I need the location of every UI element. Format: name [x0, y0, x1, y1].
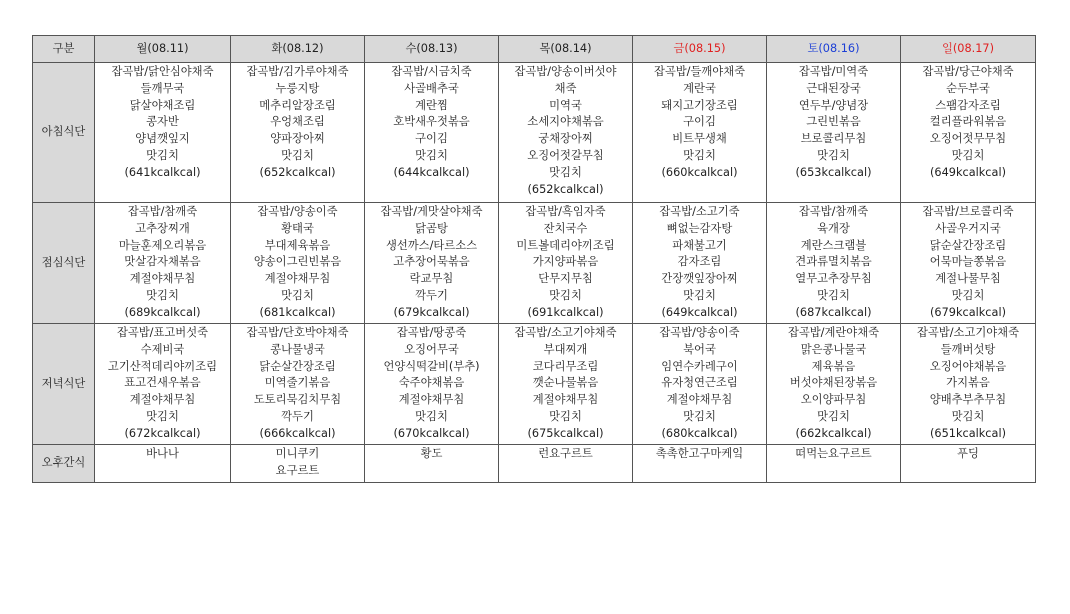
menu-item: 표고건새우볶음	[124, 376, 201, 390]
menu-item: 깍두기	[281, 409, 314, 423]
menu-item: 메추리알장조림	[259, 98, 336, 112]
day-header: 일(08.17)	[901, 36, 1036, 63]
menu-item: 잡곡밥/미역죽	[798, 65, 869, 78]
menu-item: 소세지야채볶음	[527, 115, 604, 129]
menu-cell	[95, 63, 231, 203]
menu-item: 뼈없는감자탕	[666, 221, 733, 235]
menu-item: (680kcalkcal)	[661, 426, 738, 440]
menu-item: 잔치국수	[543, 221, 588, 235]
menu-item: (653kcalkcal)	[795, 165, 872, 179]
menu-item: 잡곡밥/계란야채죽	[787, 326, 880, 339]
meal-row-label: 오후간식	[33, 445, 95, 483]
menu-item: (649kcalkcal)	[929, 165, 1006, 179]
menu-cell	[365, 203, 499, 324]
day-header: 토(08.16)	[767, 36, 901, 63]
breakfast-row	[33, 63, 1036, 203]
weekly-menu-sheet	[32, 35, 1036, 483]
menu-item: 제육볶음	[811, 359, 856, 373]
menu-item: (670kcalkcal)	[393, 426, 470, 440]
menu-item: 계절야채무침	[129, 393, 196, 407]
menu-item: 맛김치	[951, 148, 985, 162]
menu-item: 마늘훈제오리볶음	[118, 238, 207, 252]
menu-item: 가지양파볶음	[532, 255, 599, 269]
menu-item: 궁채장아찌	[538, 132, 593, 146]
menu-item: (662kcalkcal)	[795, 426, 872, 440]
menu-item: 맛김치	[146, 409, 179, 423]
menu-item: 푸딩	[957, 447, 979, 460]
menu-item: (675kcalkcal)	[527, 426, 604, 440]
menu-cell	[231, 324, 365, 445]
meal-row-label: 저녁식단	[33, 324, 95, 445]
menu-cell	[365, 445, 499, 483]
menu-item: 닭순살간장조림	[929, 238, 1007, 252]
menu-item: 잡곡밥/당근야채죽	[922, 65, 1014, 78]
menu-item: 황도	[420, 447, 443, 460]
menu-cell	[499, 63, 633, 203]
menu-item: 계절야채무침	[129, 272, 196, 286]
menu-item: 잡곡밥/참깨죽	[127, 205, 198, 218]
menu-item: 파채불고기	[672, 238, 727, 252]
menu-cell	[499, 324, 633, 445]
menu-item: 언양식떡갈비(부추)	[383, 359, 480, 373]
menu-item: 들깨무국	[140, 81, 185, 95]
menu-item: 잡곡밥/들깨야채죽	[653, 65, 746, 78]
menu-item: 오징어젓무무침	[929, 132, 1007, 146]
menu-item: 계절나물무침	[935, 272, 1001, 286]
menu-item: 임연수카레구이	[661, 359, 738, 373]
menu-item: 근대된장국	[806, 81, 861, 95]
menu-item: 그린빈볶음	[806, 115, 861, 129]
day-header: 수(08.13)	[365, 36, 499, 63]
menu-item: 도토리묵김치무침	[253, 393, 342, 407]
menu-item: 잡곡밥/브로콜리죽	[922, 205, 1014, 218]
menu-item: 떠먹는요구르트	[795, 447, 872, 460]
menu-item: (679kcalkcal)	[393, 305, 470, 319]
menu-item: 숙주야채볶음	[398, 376, 465, 390]
menu-item: 사골배추국	[404, 81, 459, 95]
menu-item: 맛김치	[549, 409, 582, 423]
menu-cell	[633, 63, 767, 203]
menu-item: 맛김치	[146, 288, 179, 302]
menu-item: 잡곡밥/소고기야채죽	[514, 326, 617, 339]
menu-cell	[633, 324, 767, 445]
menu-item: 버섯야채된장볶음	[789, 376, 878, 390]
menu-item: 들깨버섯탕	[940, 342, 996, 356]
menu-cell	[633, 445, 767, 483]
menu-cell	[633, 203, 767, 324]
menu-cell	[231, 203, 365, 324]
header-row	[33, 36, 1036, 63]
menu-item: 미트볼데리야끼조림	[516, 238, 615, 252]
menu-item: 닭살야채조림	[129, 98, 196, 112]
weekly-meal-table	[32, 35, 1036, 483]
menu-item: 미역국	[549, 98, 582, 112]
menu-item: 잡곡밥/양송이버섯야	[514, 65, 617, 78]
menu-cell	[767, 445, 901, 483]
menu-item: 채죽	[554, 81, 577, 95]
menu-item: 유자청연근조림	[661, 376, 738, 390]
menu-item: (687kcalkcal)	[795, 305, 872, 319]
menu-item: 사골우거지국	[935, 221, 1001, 235]
menu-item: 깻순나물볶음	[532, 376, 599, 390]
menu-item: 양념깻잎지	[135, 132, 190, 146]
menu-item: 잡곡밥/표고버섯죽	[116, 326, 209, 339]
menu-item: (679kcalkcal)	[929, 305, 1006, 319]
menu-item: 촉촉한고구마케잌	[655, 447, 744, 460]
dinner-row	[33, 324, 1036, 445]
menu-item: 맛김치	[549, 165, 582, 179]
menu-item: 잡곡밥/참깨죽	[798, 205, 869, 218]
menu-cell	[95, 445, 231, 483]
menu-item: (652kcalkcal)	[527, 182, 604, 196]
menu-item: 단무지무침	[538, 272, 593, 286]
menu-item: 부대제육볶음	[264, 238, 331, 252]
day-header: 월(08.11)	[95, 36, 231, 63]
menu-item: 맛김치	[683, 409, 716, 423]
menu-item: 생선까스/타르소스	[385, 238, 478, 252]
menu-item: 고기산적데리야끼조림	[107, 359, 218, 373]
menu-item: (660kcalkcal)	[661, 165, 738, 179]
menu-cell	[231, 63, 365, 203]
menu-item: 양송이그린빈볶음	[253, 255, 342, 269]
menu-item: (681kcalkcal)	[259, 305, 336, 319]
day-header: 목(08.14)	[499, 36, 633, 63]
menu-item: (649kcalkcal)	[661, 305, 738, 319]
menu-item: 잡곡밥/김가루야채죽	[246, 65, 349, 78]
menu-item: 육개장	[817, 221, 850, 235]
menu-item: 맛김치	[951, 409, 985, 423]
menu-item: 맛김치	[683, 148, 716, 162]
menu-item: 오이양파무침	[800, 393, 867, 407]
menu-item: 잡곡밥/양송이죽	[257, 205, 338, 218]
menu-item: 잡곡밥/땅콩죽	[396, 326, 467, 339]
menu-cell	[499, 445, 633, 483]
menu-item: 콩자반	[146, 115, 179, 129]
menu-item: 계절야채무침	[398, 393, 465, 407]
menu-item: 잡곡밥/소고기야채죽	[916, 326, 1020, 339]
menu-item: 가지볶음	[946, 376, 990, 390]
menu-cell	[767, 324, 901, 445]
menu-item: 맛김치	[549, 288, 582, 302]
menu-item: 열무고추장무침	[795, 272, 872, 286]
lunch-row	[33, 203, 1036, 324]
menu-item: 견과류멸치볶음	[795, 255, 872, 269]
menu-item: 계란찜	[415, 98, 448, 112]
menu-cell	[365, 63, 499, 203]
menu-item: 우엉채조림	[270, 115, 325, 129]
menu-item: (652kcalkcal)	[259, 165, 336, 179]
day-header: 화(08.12)	[231, 36, 365, 63]
menu-item: 맛김치	[281, 288, 314, 302]
menu-item: 황태국	[281, 221, 314, 235]
menu-item: 닭곰탕	[415, 221, 448, 235]
menu-item: 오징어젓갈무침	[527, 148, 604, 162]
menu-cell	[95, 324, 231, 445]
menu-cell	[95, 203, 231, 324]
menu-item: 구이김	[683, 115, 716, 129]
menu-item: 연두부/양념장	[798, 98, 869, 112]
menu-item: 고추장찌개	[135, 221, 190, 235]
menu-item: 누룽지탕	[275, 81, 320, 95]
menu-item: 순두부국	[946, 81, 990, 95]
menu-cell	[901, 203, 1036, 324]
menu-item: 잡곡밥/소고기죽	[659, 205, 740, 218]
menu-item: 닭순살간장조림	[259, 359, 336, 373]
menu-item: (666kcalkcal)	[259, 426, 336, 440]
menu-item: 잡곡밥/닭안심야채죽	[111, 65, 214, 78]
menu-item: 부대찌개	[543, 342, 588, 356]
corner-header: 구분	[33, 36, 95, 63]
menu-item: 컬리플라워볶음	[929, 115, 1007, 129]
menu-item: (641kcalkcal)	[124, 165, 201, 179]
menu-cell	[231, 445, 365, 483]
menu-item: 호박새우젓볶음	[393, 115, 470, 129]
menu-item: 오징어야채볶음	[929, 359, 1007, 373]
menu-item: 락교무침	[409, 272, 454, 286]
menu-cell	[767, 63, 901, 203]
menu-item: 맛김치	[817, 409, 850, 423]
menu-item: (644kcalkcal)	[393, 165, 470, 179]
menu-cell	[901, 63, 1036, 203]
menu-item: (672kcalkcal)	[124, 426, 201, 440]
menu-cell	[365, 324, 499, 445]
menu-item: 맛살감자채볶음	[124, 255, 201, 269]
menu-item: 양배추부추무침	[929, 393, 1007, 407]
menu-item: 미니쿠키	[275, 447, 320, 460]
menu-item: 계란국	[683, 81, 716, 95]
menu-item: 계절야채무침	[264, 272, 331, 286]
menu-item: 코다리무조림	[532, 359, 599, 373]
menu-item: 양파장아찌	[270, 132, 325, 146]
menu-item: 맛김치	[951, 288, 985, 302]
menu-item: 런요구르트	[538, 447, 593, 460]
menu-item: 맛김치	[683, 288, 716, 302]
menu-item: 계절야채무침	[666, 393, 733, 407]
menu-item: 맛김치	[817, 288, 850, 302]
day-header: 금(08.15)	[633, 36, 767, 63]
menu-item: 비트무생채	[672, 132, 727, 146]
menu-item: 수제비국	[140, 342, 185, 356]
menu-item: 잡곡밥/게맛살야채죽	[380, 205, 483, 218]
menu-item: 잡곡밥/흑임자죽	[525, 205, 606, 218]
menu-item: 요구르트	[275, 463, 320, 477]
menu-cell	[767, 203, 901, 324]
meal-row-label: 점심식단	[33, 203, 95, 324]
menu-item: 맑은콩나물국	[800, 342, 867, 356]
menu-item: (689kcalkcal)	[124, 305, 201, 319]
meal-row-label: 아침식단	[33, 63, 95, 203]
menu-item: 스팸감자조림	[935, 98, 1001, 112]
menu-item: 맛김치	[415, 409, 448, 423]
menu-item: 잡곡밥/단호박야채죽	[246, 326, 349, 339]
menu-item: (651kcalkcal)	[929, 426, 1006, 440]
menu-item: 깍두기	[415, 288, 448, 302]
menu-item: 미역줄기볶음	[264, 376, 331, 390]
menu-item: 어묵마늘쫑볶음	[929, 255, 1007, 269]
menu-item: 계절야채무침	[532, 393, 599, 407]
menu-item: 맛김치	[281, 148, 314, 162]
menu-item: 브로콜리무침	[800, 132, 867, 146]
menu-item: 고추장어묵볶음	[393, 255, 470, 269]
menu-cell	[901, 324, 1036, 445]
menu-item: 구이김	[415, 132, 448, 146]
menu-item: 계란스크램블	[800, 238, 867, 252]
menu-item: 감자조림	[677, 255, 722, 269]
menu-cell	[499, 203, 633, 324]
menu-item: 맛김치	[146, 148, 179, 162]
snack-row	[33, 445, 1036, 483]
menu-item: 잡곡밥/양송이죽	[659, 326, 740, 339]
menu-cell	[901, 445, 1036, 483]
menu-item: (691kcalkcal)	[527, 305, 604, 319]
menu-item: 돼지고기장조림	[661, 98, 738, 112]
menu-item: 북어국	[683, 342, 716, 356]
menu-item: 맛김치	[415, 148, 448, 162]
menu-item: 맛김치	[817, 148, 850, 162]
menu-item: 바나나	[146, 447, 179, 460]
menu-item: 콩나물냉국	[270, 342, 325, 356]
menu-item: 잡곡밥/시금치죽	[391, 65, 472, 78]
menu-item: 간장깻잎장아찌	[661, 272, 738, 286]
menu-item: 오징어무국	[404, 342, 459, 356]
